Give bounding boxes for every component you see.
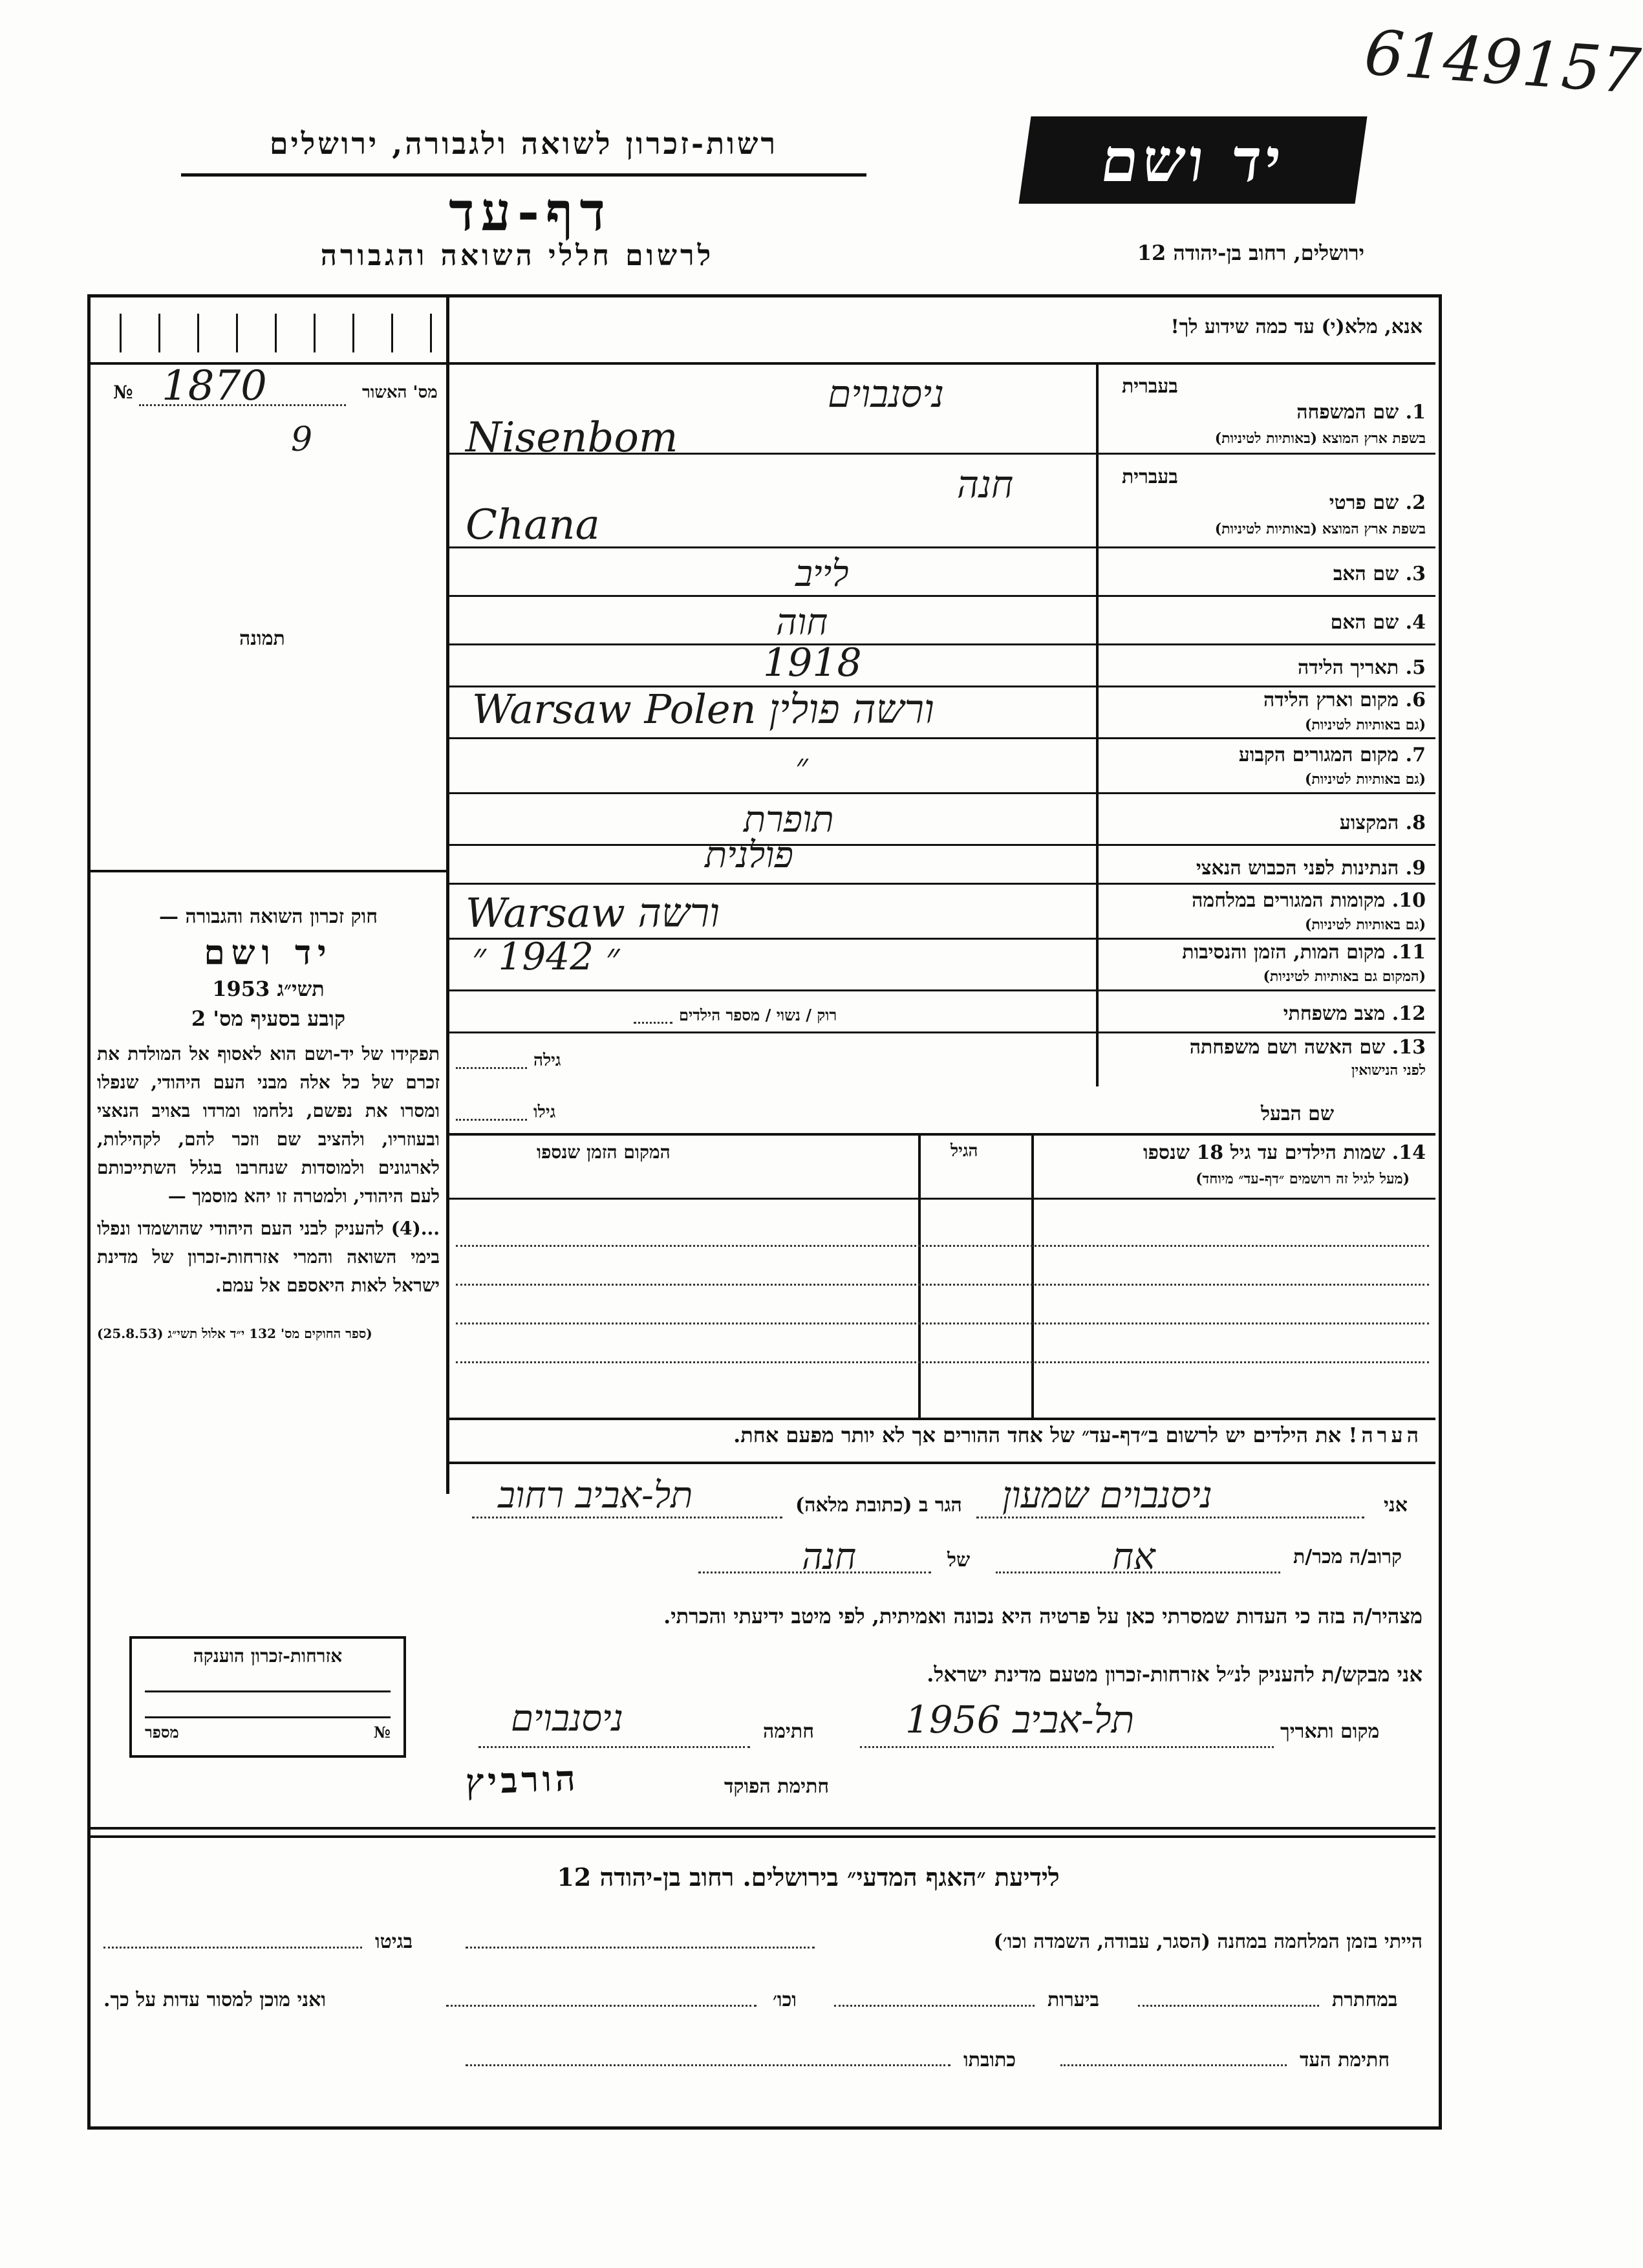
decl-signature-label: חתימה <box>763 1720 814 1743</box>
decl-address-value[interactable]: תל-אביב רחוב <box>498 1474 693 1517</box>
field6-label: 6. מקום וארץ הלידה <box>1263 689 1426 711</box>
field1-value[interactable]: ניסנבוים <box>828 372 945 416</box>
law-body: תפקידו של יד-ושם הוא לאסוף אל המולדת את זכרם של כל אלה מבני העם היהודי, שנפלו ומסרו את נפשם, נלחמו ומרדו באויב הנאצי ובעוזריו, ולהציב שם וזכר להם, לקהילות, לארגונים ולמוסדות שנחרבו בגלל השתייכותם לעם היהודי, ולמטרה זו יהא מוסמך — <box>97 1043 440 1207</box>
field7-label: 7. מקום המגורים הקבוע <box>1238 744 1426 766</box>
stamp-number: 6149157 <box>1362 16 1643 108</box>
authority-underline <box>181 173 866 177</box>
law-line4: קובע בסעיף מס' 2 <box>191 1006 346 1031</box>
field10-value[interactable]: Warsaw ורשה <box>466 889 720 936</box>
form-title: דף-עד <box>449 181 612 243</box>
field8-value[interactable]: תופרת <box>744 799 834 841</box>
bottom-line3-b: כתובתו <box>963 2049 1016 2071</box>
children-place-header: המקום הזמן שנספו <box>537 1141 671 1163</box>
hebrew-label-1: בעברית <box>1122 375 1178 398</box>
law-box <box>97 905 440 1342</box>
no-symbol: № <box>113 382 133 403</box>
husband-age-label: גילו <box>533 1103 556 1122</box>
header-address: ירושלים, רחוב בן-יהודה 12 <box>1137 241 1364 265</box>
field10-sub: (גם באותיות לטיניות) <box>1304 916 1426 933</box>
field1-sub: בשפת ארץ המוצא (באותיות לטיניות) <box>1214 430 1426 447</box>
approval-no-suffix[interactable]: 9 <box>291 420 313 459</box>
decl-i-label: אני <box>1384 1494 1408 1517</box>
field14-label: 14. שמות הילדים עד גיל 18 שנספו <box>1143 1141 1426 1164</box>
note-text: את הילדים יש לרשום ב״דף-עד״ של אחד ההורים אך לא יותר מפעם אחת. <box>733 1423 1342 1447</box>
field12-label: 12. מצב משפחתי <box>1283 1002 1426 1025</box>
decl-relation-label: קרוב/ה מכר/ת <box>1293 1546 1402 1568</box>
field2-label: 2. שם פרטי <box>1329 491 1426 514</box>
field13-label: 13. שם האשה ושם משפחתה <box>1189 1036 1426 1059</box>
bottom-line2-c: וכו׳ <box>773 1989 797 2011</box>
grant-box <box>129 1636 406 1758</box>
approval-no-value[interactable]: 1870 <box>162 362 267 410</box>
field5-value[interactable]: 1918 <box>763 640 862 686</box>
bottom-line1-b: בגיטו <box>375 1930 413 1953</box>
bottom-line1-a: הייתי בזמן המלחמה במחנה (הסגר, עבודה, השמדה וכו׳) <box>993 1930 1423 1953</box>
field13-sub: לפני הנישואין <box>1351 1062 1426 1079</box>
field14-sub: (מעל לגיל זה רושמים ״דף-עד״ מיוחד) <box>1196 1171 1410 1187</box>
law-ref: (ספר החוקים מס' 132 י״ד אלול תשי״ג (25.8.53) <box>97 1326 372 1341</box>
field4-label: 4. שם האם <box>1330 611 1426 634</box>
photo-bottom-divider <box>91 870 446 872</box>
grant-box-title: אזרחות-זכרון הוענקה <box>193 1645 343 1667</box>
bottom-line2-b: ביערות <box>1047 1989 1100 2011</box>
law-clause: ...(4) להעניק לבני העם היהודי שהושמדו ונפלו בימי השואה והמרי אזרחות-זכרון של מדינת ישראל לאות היאספם אל עמם. <box>97 1218 440 1296</box>
law-line1: חוק זכרון השואה והגבורה — <box>159 905 378 928</box>
decl-signature-value[interactable]: ניסנבוים <box>511 1698 623 1740</box>
id-boxes <box>94 307 443 359</box>
law-line2: יד ושם <box>204 933 333 973</box>
field6-value[interactable]: Warsaw Polen ורשה פולין <box>472 686 934 733</box>
field11-label: 11. מקום המות, הזמן והנסיבות <box>1182 941 1426 964</box>
field8-label: 8. המקצוע <box>1339 812 1426 834</box>
decl-request: אני מבקש/ת להעניק לנ״ל אזרחות-זכרון מטעם מדינת ישראל. <box>927 1662 1423 1687</box>
decl-of-value[interactable]: חנה <box>802 1536 857 1578</box>
field2-value-latin[interactable]: Chana <box>466 501 600 549</box>
note <box>466 1423 1423 1447</box>
field5-label: 5. תאריך הלידה <box>1298 656 1426 679</box>
photo-top-divider <box>91 362 446 365</box>
field2-sub: בשפת ארץ המוצא (באותיות לטיניות) <box>1214 521 1426 537</box>
field7-value[interactable]: ״ <box>795 747 808 786</box>
form-subtitle: לרשום חללי השואה והגבורה <box>320 239 714 272</box>
photo-label: תמונה <box>239 627 285 650</box>
left-column-divider <box>446 297 449 1494</box>
field3-label: 3. שם האב <box>1333 563 1426 585</box>
decl-of-label: של <box>947 1549 971 1571</box>
husband-label: שם הבעל <box>1261 1103 1335 1125</box>
field9-value[interactable]: פולנית <box>705 834 793 876</box>
field1-value-latin[interactable]: Nisenbom <box>466 414 678 462</box>
wife-age-label: גילה <box>533 1051 561 1070</box>
instruction-text: אנא, מלא(י) עד כמה שידוע לך! <box>1170 316 1423 338</box>
decl-residing-label: הגר ב (כתובת מלאה) <box>795 1494 962 1517</box>
bottom-line2-a: במחתרת <box>1332 1989 1398 2011</box>
children-age-header: הגיל <box>950 1141 978 1161</box>
decl-clerk-label: חתימת הפוקד <box>724 1775 830 1798</box>
bottom-title: לידיעת ״האגף המדעי״ בירושלים. רחוב בן-יהודה 12 <box>557 1863 1060 1892</box>
field2-value[interactable]: חנה <box>957 462 1014 506</box>
bottom-line3-a: חתימת העד <box>1300 2049 1390 2071</box>
field1-label: 1. שם המשפחה <box>1296 401 1426 424</box>
note-label: הערה! <box>1348 1423 1423 1447</box>
field10-label: 10. מקומות המגורים במלחמה <box>1192 889 1426 912</box>
field4-value[interactable]: חוה <box>776 601 828 643</box>
authority-title: רשות-זכרון לשואה ולגבורה, ירושלים <box>269 126 779 161</box>
decl-relation-value[interactable]: אח <box>1112 1536 1155 1578</box>
bottom-line2-d: ואני מוכן למסור עדות על כך. <box>103 1989 327 2011</box>
field11-sub: (המקום גם באותיות לטיניות) <box>1263 968 1426 985</box>
field7-sub: (גם באותיות לטיניות) <box>1304 771 1426 788</box>
field12-options: רוק / נשוי / מספר הילדים <box>679 1006 837 1024</box>
field11-value[interactable]: ״ 1942 ״ <box>472 934 620 978</box>
decl-statement: מצהיר/ה בזה כי העדות שמסרתי כאן על פרטיה היא נכונה ואמיתית, לפי מיטב ידיעתי והכרתי. <box>663 1604 1423 1628</box>
hebrew-label-2: בעברית <box>1122 466 1178 488</box>
law-line3: תשי״ג 1953 <box>212 977 325 1001</box>
approval-no-label: מס' האשור <box>362 383 438 402</box>
decl-clerk-stamp: הורביץ <box>464 1756 580 1803</box>
grant-box-number: № מספר <box>145 1723 391 1742</box>
field3-value[interactable]: לייב <box>795 553 849 595</box>
field6-sub: (גם באותיות לטיניות) <box>1304 717 1426 733</box>
label-column-divider <box>1096 362 1099 1086</box>
decl-place-date-label: מקום ותאריך <box>1280 1720 1380 1743</box>
yad-vashem-logo: יד ושם <box>1019 116 1368 204</box>
decl-place-date-value[interactable]: תל-אביב 1956 <box>905 1698 1135 1742</box>
field9-label: 9. הנתינות לפני הכבוש הנאצי <box>1196 857 1426 880</box>
decl-name-value[interactable]: ניסנבוים שמעון <box>1002 1474 1212 1517</box>
